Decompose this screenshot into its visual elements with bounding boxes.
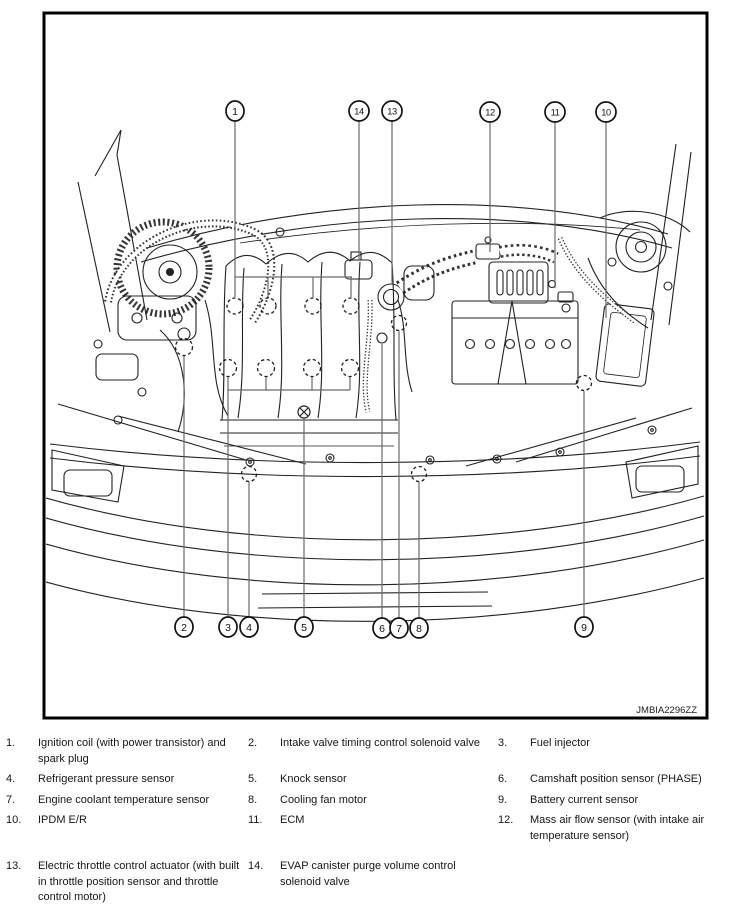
legend-item-7 <box>6 793 248 814</box>
legend-item-text: Electric throttle control actuator (with built in throttle position sensor and throttle control motor) <box>38 860 240 903</box>
legend-item-14 <box>248 849 498 911</box>
legend-item-text: Fuel injector <box>530 737 590 749</box>
legend-item-6 <box>498 772 742 793</box>
callout-9 <box>575 617 593 637</box>
callout-5 <box>295 617 313 637</box>
callout-2 <box>175 617 193 637</box>
callout-13 <box>382 101 402 121</box>
legend-item-number: 4. <box>6 773 16 785</box>
callout-7 <box>390 618 408 638</box>
callout-5-label: 5 <box>301 622 307 634</box>
legend-item-number: 14. <box>248 860 264 872</box>
legend-item-number: 13. <box>6 860 22 872</box>
legend-item-4 <box>6 772 248 793</box>
legend-item-text: IPDM E/R <box>38 814 87 826</box>
callout-1 <box>226 101 244 121</box>
watermark-code: JMBIA2296ZZ <box>636 705 697 716</box>
legend-item-5 <box>248 772 498 793</box>
legend-item-text: Refrigerant pressure sensor <box>38 773 175 785</box>
legend <box>0 728 746 911</box>
legend-item-11 <box>248 813 498 849</box>
legend-item-2 <box>248 736 498 772</box>
callout-4 <box>240 617 258 637</box>
legend-item-13 <box>6 849 248 911</box>
callout-13-label: 13 <box>387 106 397 117</box>
legend-item-text: ECM <box>280 814 305 826</box>
legend-item-3 <box>498 736 742 772</box>
callout-12 <box>480 102 500 122</box>
legend-item-number: 7. <box>6 793 16 806</box>
legend-item-9 <box>498 793 742 814</box>
legend-item-text: Battery current sensor <box>530 793 639 806</box>
callout-6-label: 6 <box>379 623 385 635</box>
legend-item-number: 11. <box>248 814 263 826</box>
legend-item-text: Intake valve timing control solenoid valve <box>280 737 480 749</box>
callout-3-label: 3 <box>225 622 231 634</box>
legend-item-number: 8. <box>248 793 258 806</box>
legend-item-number: 6. <box>498 773 508 785</box>
legend-item-number: 5. <box>248 773 258 785</box>
callout-9-label: 9 <box>581 622 587 634</box>
callout-4-label: 4 <box>246 622 252 634</box>
legend-item-8 <box>248 793 498 814</box>
callout-8-label: 8 <box>416 623 422 635</box>
legend-item-number: 3. <box>498 737 508 749</box>
legend-item-text: Knock sensor <box>280 773 347 785</box>
legend-item-number: 1. <box>6 737 16 749</box>
legend-item-text: Camshaft position sensor (PHASE) <box>530 773 702 785</box>
legend-item-text: EVAP canister purge volume control solenoid valve <box>280 860 456 888</box>
legend-empty-cell <box>498 849 742 911</box>
callout-6 <box>373 618 391 638</box>
legend-item-text: Engine coolant temperature sensor <box>38 793 210 806</box>
callout-2-label: 2 <box>181 622 187 634</box>
callout-1-label: 1 <box>232 106 238 118</box>
callout-10 <box>596 102 616 122</box>
callout-10-label: 10 <box>601 107 611 118</box>
legend-item-number: 2. <box>248 737 258 749</box>
legend-item-text: Cooling fan motor <box>280 793 367 806</box>
callout-3 <box>219 617 237 637</box>
callout-8 <box>410 618 428 638</box>
legend-item-text: Mass air flow sensor (with intake air temperature sensor) <box>530 814 705 842</box>
callout-7-label: 7 <box>396 623 402 635</box>
legend-item-text: Ignition coil (with power transistor) and spark plug <box>38 737 226 765</box>
callout-14 <box>349 101 369 121</box>
legend-item-number: 9. <box>498 793 508 806</box>
legend-item-10 <box>6 813 248 849</box>
legend-item-12 <box>498 813 742 849</box>
callout-14-label: 14 <box>354 106 364 117</box>
legend-item-1 <box>6 736 248 772</box>
legend-item-number: 12. <box>498 814 514 826</box>
callout-11 <box>545 102 565 122</box>
callout-11-label: 11 <box>550 107 560 118</box>
legend-item-number: 10. <box>6 814 22 826</box>
callout-12-label: 12 <box>485 107 495 118</box>
